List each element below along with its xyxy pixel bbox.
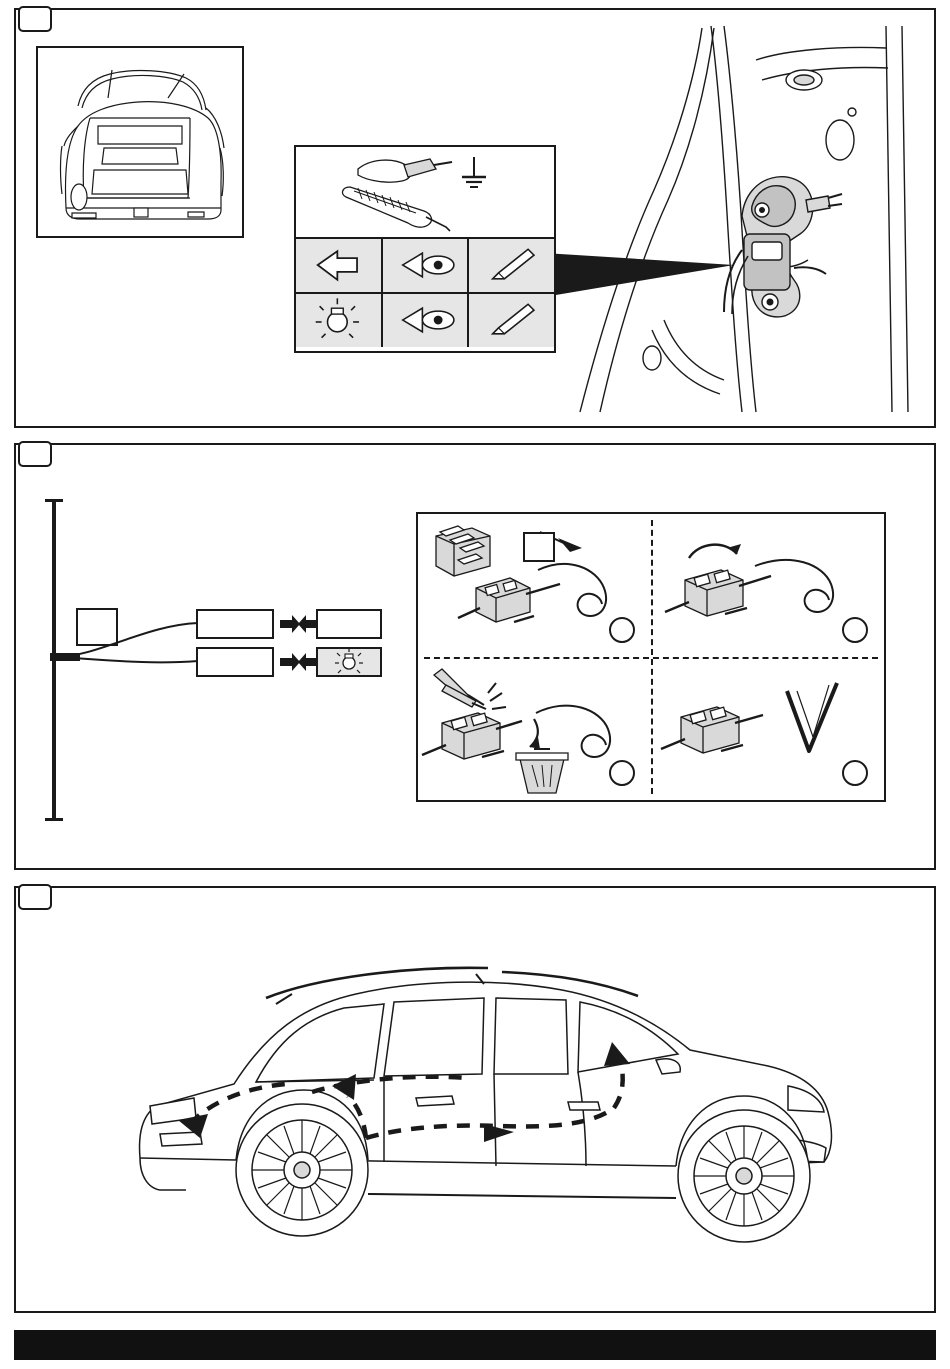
legend-tool-row bbox=[296, 147, 554, 239]
step-1-panel bbox=[14, 8, 936, 428]
step-3-panel bbox=[14, 886, 936, 1313]
converge-arrows-icon bbox=[278, 609, 320, 639]
procedure-step-1 bbox=[418, 514, 651, 657]
eye-check-icon bbox=[383, 294, 470, 347]
harness-cap-top bbox=[45, 499, 63, 502]
step-order-marker bbox=[842, 760, 868, 786]
footer-bar bbox=[14, 1330, 936, 1360]
procedure-step-4 bbox=[651, 657, 884, 800]
legend-row-2 bbox=[296, 294, 554, 347]
tailgate-hinge-drawing bbox=[556, 20, 936, 420]
eye-check-icon bbox=[383, 239, 470, 292]
step-2-panel bbox=[14, 443, 936, 870]
suv-side-view bbox=[116, 938, 856, 1268]
step-2-badge bbox=[18, 441, 52, 467]
legend-box bbox=[294, 145, 556, 353]
pen-icon bbox=[469, 239, 554, 292]
lamp-icon bbox=[296, 294, 383, 347]
wire-target-lamp bbox=[316, 647, 382, 677]
wire-label-a bbox=[196, 609, 274, 639]
wire-label-b bbox=[196, 647, 274, 677]
wire-target-c bbox=[316, 609, 382, 639]
rear-hatch-open-view bbox=[36, 46, 244, 238]
step-order-marker bbox=[609, 760, 635, 786]
procedure-step-3 bbox=[418, 657, 651, 800]
procedure-note-box bbox=[523, 532, 555, 562]
step-3-badge bbox=[18, 884, 52, 910]
procedure-step-2 bbox=[651, 514, 884, 657]
harness-cap-bottom bbox=[45, 818, 63, 821]
step-order-marker bbox=[842, 617, 868, 643]
lamp-icon bbox=[318, 649, 380, 675]
step-1-badge bbox=[18, 6, 52, 32]
splice-procedure-grid bbox=[416, 512, 886, 802]
pen-icon bbox=[469, 294, 554, 347]
converge-arrows-icon bbox=[278, 647, 320, 677]
step-order-marker bbox=[609, 617, 635, 643]
left-arrow-icon bbox=[296, 239, 383, 292]
legend-row-1 bbox=[296, 239, 554, 294]
